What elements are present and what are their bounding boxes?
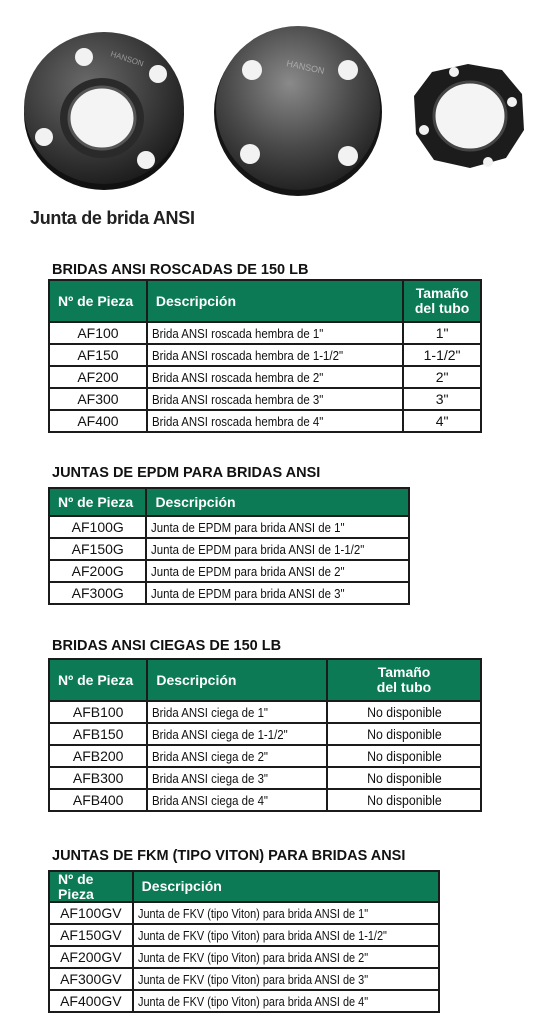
description-cell [133,946,439,968]
pipe-size-cell [327,745,481,767]
pipe-size-cell [327,723,481,745]
fkm-gaskets-table [48,870,440,1013]
part-number-header: Nº de Pieza [49,871,133,902]
description-text: Brida ANSI roscada hembra de 1" [151,325,324,341]
description-cell [133,968,439,990]
table-row [49,745,481,767]
fkm-section-title: JUNTAS DE FKM (TIPO VITON) PARA BRIDAS ANSI [52,848,406,864]
description-text: Junta de FKV (tipo Viton) para brida ANSI de 1" [137,905,368,921]
part-number-cell: AF200 [49,366,147,388]
description-cell [146,582,409,604]
threaded-flange-photo [18,22,190,194]
table-row [49,924,439,946]
description-text: Brida ANSI ciega de 1" [152,704,269,720]
part-number-cell: AF100GV [49,902,133,924]
description-text: Junta de FKV (tipo Viton) para brida ANSI de 4" [137,993,368,1009]
threaded-section-title: BRIDAS ANSI ROSCADAS DE 150 LB [52,262,309,278]
table-row [49,344,481,366]
photo-caption: Junta de brida ANSI [30,208,195,228]
description-text: Junta de EPDM para brida ANSI de 1-1/2" [151,541,365,557]
pipe-size-cell: 1" [403,322,481,344]
part-number-cell: AF150 [49,344,147,366]
description-cell [146,516,409,538]
part-number-cell: AF200GV [49,946,133,968]
part-number-cell: AFB150 [49,723,147,745]
table-row [49,902,439,924]
table-row [49,990,439,1012]
description-cell [147,767,327,789]
description-text: Brida ANSI roscada hembra de 3" [151,391,324,407]
part-number-cell: AF300GV [49,968,133,990]
pipe-size-cell: 1-1/2" [403,344,481,366]
pipe-size-cell: 3" [403,388,481,410]
table-row [49,516,409,538]
table-row [49,789,481,811]
description-cell [147,723,327,745]
gasket-photo [410,60,526,172]
description-cell [133,990,439,1012]
description-cell [147,410,403,432]
threaded-flanges-table [48,279,482,433]
pipe-size-header-line2: del tubo [376,679,432,695]
description-text: Junta de FKV (tipo Viton) para brida ANSI de 2" [137,949,368,965]
description-header: Descripción [147,280,403,322]
svg-text:HANSON: HANSON [285,58,326,76]
table-header-row [49,659,481,701]
part-number-cell: AF150G [49,538,146,560]
description-cell [147,789,327,811]
pipe-size-cell [327,789,481,811]
description-text: Junta de EPDM para brida ANSI de 1" [151,519,346,535]
pipe-size-text: No disponible [366,748,442,764]
table-row [49,723,481,745]
table-row [49,582,409,604]
pipe-size-cell: 4" [403,410,481,432]
description-cell [147,322,403,344]
table-row [49,538,409,560]
epdm-section-title: JUNTAS DE EPDM PARA BRIDAS ANSI [52,465,321,481]
description-cell [147,701,327,723]
pipe-size-cell: 2" [403,366,481,388]
description-header: Descripción [147,659,327,701]
part-number-cell: AF150GV [49,924,133,946]
description-text: Brida ANSI ciega de 1-1/2" [152,726,289,742]
table-header-row [49,488,409,516]
table-row [49,366,481,388]
description-text: Brida ANSI ciega de 3" [152,770,269,786]
description-cell [147,388,403,410]
description-cell [147,745,327,767]
part-number-cell: AFB300 [49,767,147,789]
part-number-cell: AF400GV [49,990,133,1012]
part-number-cell: AF200G [49,560,146,582]
table-row [49,701,481,723]
description-text: Junta de FKV (tipo Viton) para brida ANSI de 3" [137,971,368,987]
pipe-size-text: No disponible [366,726,442,742]
description-text: Brida ANSI ciega de 2" [152,748,269,764]
description-cell [133,902,439,924]
svg-text:HANSON: HANSON [109,49,145,69]
description-header: Descripción [146,488,409,516]
table-row [49,767,481,789]
blind-flange-photo [208,18,388,200]
part-number-cell: AF100G [49,516,146,538]
pipe-size-header-line1: Tamaño [377,664,431,681]
description-cell [133,924,439,946]
description-text: Junta de FKV (tipo Viton) para brida ANSI de 1-1/2" [137,927,387,943]
blind-section-title: BRIDAS ANSI CIEGAS DE 150 LB [52,638,282,654]
table-row [49,946,439,968]
description-cell [147,366,403,388]
epdm-gaskets-table [48,487,410,605]
table-row [49,560,409,582]
table-row [49,410,481,432]
pipe-size-header-line1: Tamaño [415,285,469,302]
pipe-size-header-line2: del tubo [414,300,470,316]
part-number-cell: AF400 [49,410,147,432]
part-number-cell: AFB200 [49,745,147,767]
pipe-size-header [327,659,481,701]
table-header-row [49,280,481,322]
description-text: Brida ANSI roscada hembra de 1-1/2" [151,347,343,363]
pipe-size-text: No disponible [366,770,442,786]
blind-flanges-table [48,658,482,812]
description-cell [146,560,409,582]
part-number-cell: AF100 [49,322,147,344]
part-number-header: Nº de Pieza [49,659,147,701]
part-number-header: Nº de Pieza [49,280,147,322]
pipe-size-cell [327,701,481,723]
pipe-size-cell [327,767,481,789]
description-text: Junta de EPDM para brida ANSI de 3" [151,585,346,601]
pipe-size-text: No disponible [366,704,442,720]
description-text: Brida ANSI roscada hembra de 4" [151,413,324,429]
part-number-cell: AF300 [49,388,147,410]
table-row [49,322,481,344]
table-row [49,388,481,410]
description-header: Descripción [133,871,439,902]
description-cell [146,538,409,560]
part-number-header: Nº de Pieza [49,488,146,516]
part-number-cell: AF300G [49,582,146,604]
description-text: Brida ANSI ciega de 4" [152,792,269,808]
pipe-size-text: No disponible [366,792,442,808]
table-header-row [49,871,439,902]
pipe-size-header [403,280,481,322]
part-number-cell: AFB100 [49,701,147,723]
description-text: Brida ANSI roscada hembra de 2" [151,369,324,385]
description-text: Junta de EPDM para brida ANSI de 2" [151,563,346,579]
part-number-cell: AFB400 [49,789,147,811]
table-row [49,968,439,990]
description-cell [147,344,403,366]
